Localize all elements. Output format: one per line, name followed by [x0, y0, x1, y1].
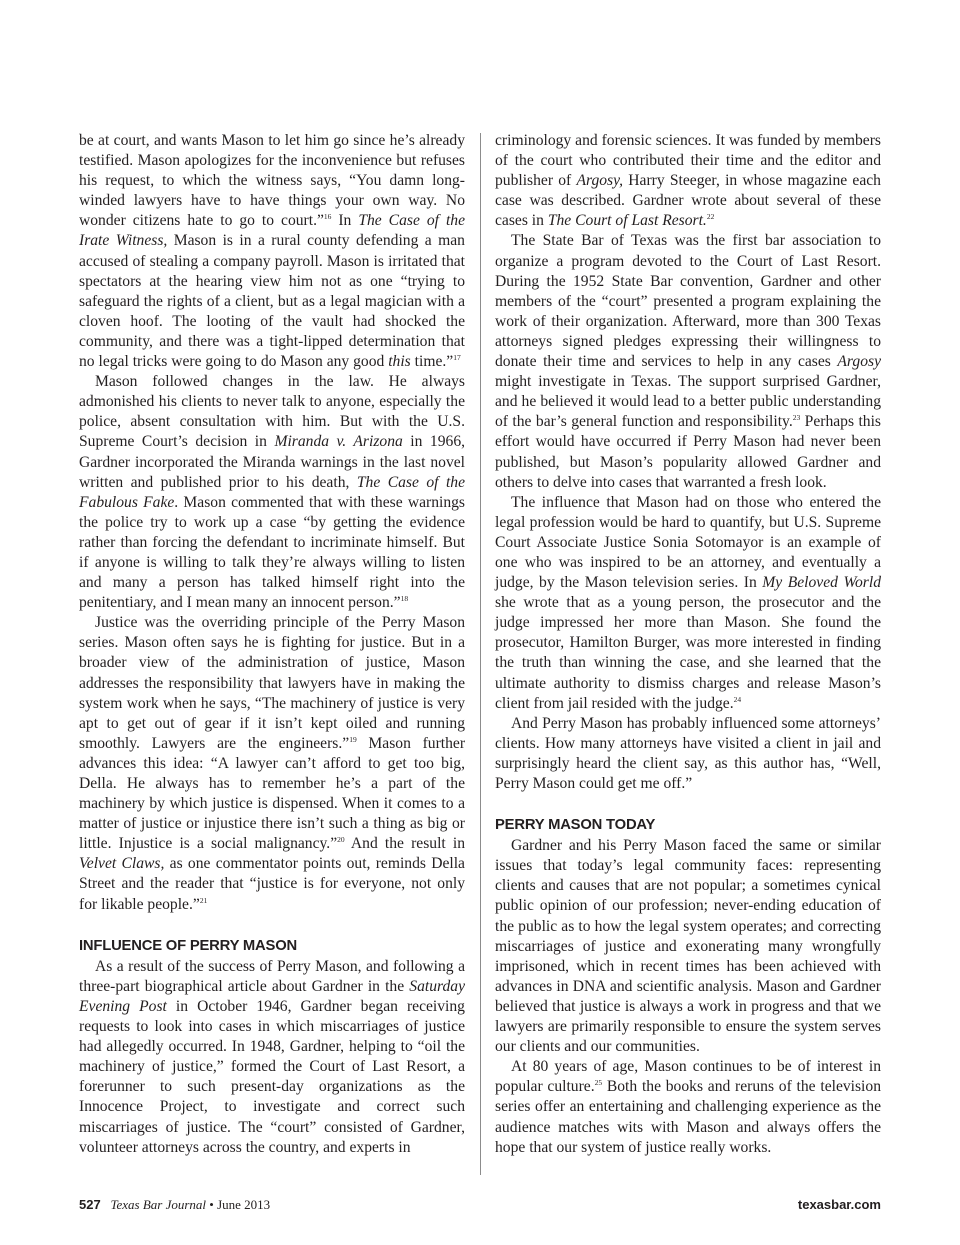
right-column	[495, 131, 881, 1158]
column-divider	[480, 133, 481, 1175]
paragraph: And Perry Mason has probably influenced some attorneys’ clients. How many attorneys have visited a client in jail and surprisingly heard the client say, as this author has, “Well, Perry Mason could get me off.”	[495, 714, 881, 792]
paragraph: Gardner and his Perry Mason faced the same or similar issues that today’s legal community faces: representing clients and causes that are not popular; a sometimes cynical public opinion of our profession; never-ending education of the public as to how the legal system operates; and correcting miscarriages of justice and exonerating many wrongfully imprisoned, which in recent times has been achieved with advances in DNA and scientific analysis. Mason and Gardner believed that justice is always a work in progress and that we lawyers are primarily responsible to ensure the system serves our clients and our communities.	[495, 837, 881, 1056]
paragraph: be at court, and wants Mason to let him go since he’s already testified. Mason apologizes for the inconvenience but refuses his request, to which the witness says, “You damn long-winded lawyers have to have things your own way. No wonder citizens hate to go to court.”$^{16}$ In The Case of the Irate Witness, Mason is in a rural county defending a man accused of stealing a company payroll. Mason is irritated that spectators at the hearing view him not as one “trying to safeguard the rights of a client, but as a legal magician with a cloven hoof. The looting of the vault had shocked the community, and there was a tight-lipped determination that no legal tricks were going to do Mason any good this time.”$^{17}$	[79, 132, 465, 371]
book-title: My Beloved World	[762, 574, 881, 592]
website-link[interactable]: texasbar.com	[797, 1197, 881, 1212]
footnote-ref: 23	[792, 413, 801, 423]
footnote-ref: 19	[349, 734, 357, 744]
footnote-ref: 21	[199, 895, 208, 905]
footnote-ref: 24	[733, 694, 742, 704]
journal-name: Texas Bar Journal	[110, 1197, 207, 1212]
page-number: 527	[79, 1197, 101, 1212]
section-heading: PERRY MASON TODAY	[495, 817, 656, 834]
book-title: The Case of the Fabulous Fake	[79, 473, 465, 511]
footnote-ref: 20	[337, 835, 345, 845]
footnote-ref: 16	[323, 212, 332, 222]
bullet-separator: •	[209, 1197, 214, 1212]
footnote-ref: 22	[706, 212, 715, 222]
page-footer	[79, 1197, 881, 1219]
book-title: The Court of Last Resort.	[547, 212, 707, 230]
footnote-ref: 17	[453, 353, 461, 363]
paragraph: As a result of the success of Perry Mason, and following a three-part biographical article about Gardner in the Saturday Evening Post in October 1946, Gardner began receiving requests to look into cases in which miscarriages of justice had allegedly occurred. In 1948, Gardner, helping to “oil the machinery of justice,” formed the Court of Last Resort, a forerunner to such present-day organizations as the Innocence Project, to investigate and correct such miscarriages of justice. The “court” consisted of Gardner, volunteer attorneys across the country, and experts in	[79, 957, 465, 1156]
paragraph: The State Bar of Texas was the first bar association to organize a program devoted to the Court of Last Resort. During the 1952 State Bar convention, Gardner and other members of the “court” presented a program explaining the work of their organization. Afterward, more than 300 Texas attorneys signed pledges expressing their willingness to donate their time and services to help in any cases Argosy might investigate in Texas. The support surprised Gardner, and he believed it would lead to a better public understanding of the bar’s general function and responsibility.$^{23}$ Perhaps this effort would have occurred if Perry Mason had never been published, but Mason’s popularity allowed Gardner and others to delve into cases that warranted a fresh look.	[495, 232, 881, 491]
footnote-ref: 18	[400, 594, 409, 604]
magazine-title: Argosy,	[576, 172, 624, 190]
book-title: Velvet Claws,	[79, 855, 165, 873]
case-title: Miranda v. Arizona	[274, 433, 403, 451]
magazine-title: Saturday Evening Post	[79, 977, 465, 1015]
footnote-ref: 25	[594, 1078, 603, 1088]
paragraph: Justice was the overriding principle of the Perry Mason series. Mason often says he is fighting for justice. But in a broader view of the administration of justice, Mason addresses the responsibility that lawyers have in making the system work when he says, “The machinery of justice is very apt to get out of gear if it isn’t kept oiled and running smoothly. Lawyers are the engineers.”$^{19}$ Mason further advances this idea: “A lawyer can’t afford to get too big, Della. He always has to remember he’s a part of the machinery by which justice is dispensed. When it comes to a matter of justice or injustice there isn’t such a thing as big or little. Injustice is a social malignancy.”$^{20}$ And the result in Velvet Claws, as one commentator points out, reminds Della Street and the reader that “justice is for everyone, not only for likable people.”$^{21}$	[79, 614, 466, 913]
issue-date: June 2013	[217, 1197, 271, 1212]
paragraph: The influence that Mason had on those who entered the legal profession would be hard to quantify, but U.S. Supreme Court Associate Justice Sonia Sotomayor is an example of one who was inspired to be an attorney, and eventually a judge, by the Mason television series. In My Beloved World she wrote that as a young person, the prosecutor and the judge impressed her more than Mason. She found the prosecutor, Hamilton Burger, was more interested in finding the truth than winning the case, and she learned that the ultimate authority to dismiss charges and release Mason’s client from jail resided with the judge.$^{24}$	[495, 493, 881, 712]
paragraph: criminology and forensic sciences. It was funded by members of the court who contributed their time and the editor and publisher of Argosy, Harry Steeger, in whose magazine each case was described. Gardner wrote about several of these cases in The Court of Last Resort.$^{22}$	[495, 132, 881, 230]
section-heading: INFLUENCE OF PERRY MASON	[79, 937, 297, 954]
paragraph: Mason followed changes in the law. He always admonished his clients to never talk to anyone, especially the police, absent consultation with him. But with the U.S. Supreme Court’s decision in Miranda v. Arizona in 1966, Gardner incorporated the Miranda warnings in the last novel written and published prior to his death, The Case of the Fabulous Fake. Mason commented that with these warnings the police try to work up a case “by getting the evidence rather than forcing the defendant to incriminate himself. But if anyone is willing to talk they’re always willing to listen and many a person has talked himself right into the penitentiary, and I mean many an innocent person.”$^{18}$	[79, 373, 466, 612]
magazine-title: Argosy	[837, 353, 881, 371]
book-title: The Case of the Irate Witness,	[79, 212, 465, 250]
left-column	[79, 131, 465, 1158]
paragraph: At 80 years of age, Mason continues to be of interest in popular culture.$^{25}$ Both the books and reruns of the television series offer an entertaining and challenging experience as the audience matches wits with Mason and always offers the hope that our system of justice really works.	[495, 1058, 881, 1156]
